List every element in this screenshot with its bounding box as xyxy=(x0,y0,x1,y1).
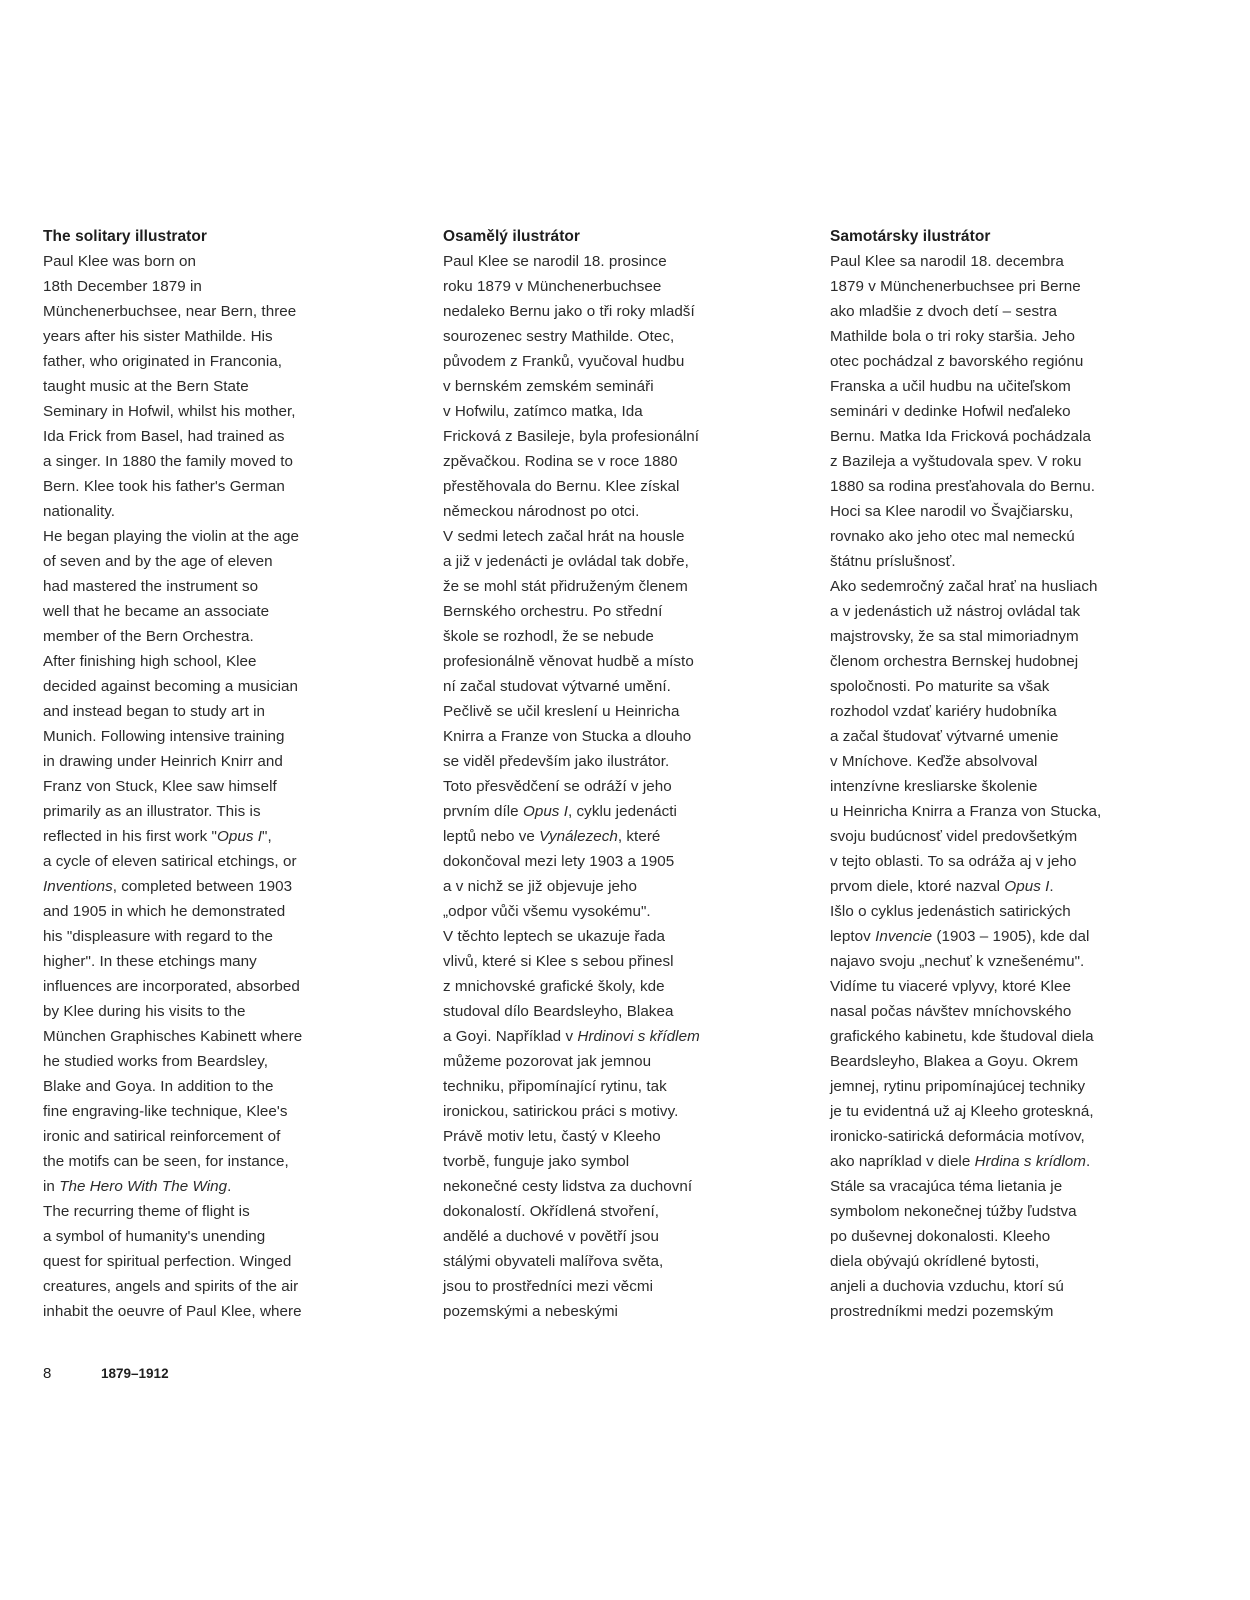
text-line: prvom diele, ktoré nazval Opus I. xyxy=(830,878,1054,895)
body-text xyxy=(43,249,388,1324)
text-line: Išlo o cyklus jedenástich satirických xyxy=(830,903,1071,920)
text-line: ironicko-satirická deformácia motívov, xyxy=(830,1128,1085,1145)
text-line: že se mohl stát přidruženým členem xyxy=(443,578,688,595)
text-line: stálými obyvateli malířova světa, xyxy=(443,1253,664,1270)
text-line: primarily as an illustrator. This is xyxy=(43,803,261,820)
text-line: grafického kabinetu, kde študoval diela xyxy=(830,1028,1094,1045)
text-line: Franz von Stuck, Klee saw himself xyxy=(43,778,277,795)
text-line: He began playing the violin at the age xyxy=(43,528,300,545)
text-line: je tu evidentná už aj Kleeho groteskná, xyxy=(830,1103,1094,1120)
text-line: nekonečné cesty lidstva za duchovní xyxy=(443,1178,693,1195)
text-line: father, who originated in Franconia, xyxy=(43,353,283,370)
text-line: můžeme pozorovat jak jemnou xyxy=(443,1053,652,1070)
text-line: tvorbě, funguje jako symbol xyxy=(443,1153,630,1170)
text-line: After finishing high school, Klee xyxy=(43,653,257,670)
text-line: fine engraving-like technique, Klee's xyxy=(43,1103,288,1120)
text-line: 18th December 1879 in xyxy=(43,278,202,295)
text-line: Stále sa vracajúca téma lietania je xyxy=(830,1178,1063,1195)
text-line: spoločnosti. Po maturite sa však xyxy=(830,678,1050,695)
text-line: 1880 sa rodina presťahovala do Bernu. xyxy=(830,478,1096,495)
text-line: Paul Klee was born on xyxy=(43,253,197,270)
text-line: by Klee during his visits to the xyxy=(43,1003,246,1020)
text-line: v bernském zemském semináři xyxy=(443,378,654,395)
text-line: Fricková z Basileje, byla profesionální xyxy=(443,428,700,445)
text-line: Paul Klee se narodil 18. prosince xyxy=(443,253,667,270)
text-line: diela obývajú okrídlené bytosti, xyxy=(830,1253,1040,1270)
text-line: ako mladšie z dvoch detí – sestra xyxy=(830,303,1058,320)
body-text xyxy=(830,249,1180,1324)
text-line: Právě motiv letu, častý v Kleeho xyxy=(443,1128,661,1145)
column-slovak xyxy=(830,224,1180,1324)
text-line: Beardsleyho, Blakea a Goyu. Okrem xyxy=(830,1053,1079,1070)
page-footer xyxy=(43,1363,169,1384)
text-line: původem z Franků, vyučoval hudbu xyxy=(443,353,685,370)
text-line: rovnako ako jeho otec mal nemeckú xyxy=(830,528,1075,545)
text-line: seminári v dedinke Hofwil neďaleko xyxy=(830,403,1071,420)
text-line: dokončoval mezi lety 1903 a 1905 xyxy=(443,853,675,870)
text-line: po duševnej dokonalosti. Kleeho xyxy=(830,1228,1051,1245)
text-line: andělé a duchové v povětří jsou xyxy=(443,1228,660,1245)
text-line: u Heinricha Knirra a Franza von Stucka, xyxy=(830,803,1102,820)
text-line: Bernu. Matka Ida Fricková pochádzala xyxy=(830,428,1091,445)
text-line: Munich. Following intensive training xyxy=(43,728,285,745)
page-number: 8 xyxy=(43,1365,52,1382)
text-line: a symbol of humanity's unending xyxy=(43,1228,266,1245)
text-line: a cycle of eleven satirical etchings, or xyxy=(43,853,297,870)
text-line: and 1905 in which he demonstrated xyxy=(43,903,286,920)
text-line: his "displeasure with regard to the xyxy=(43,928,274,945)
text-line: z Bazileja a vyštudovala spev. V roku xyxy=(830,453,1082,470)
column-heading: The solitary illustrator xyxy=(43,228,207,245)
text-line: Bernského orchestru. Po střední xyxy=(443,603,663,620)
text-line: he studied works from Beardsley, xyxy=(43,1053,269,1070)
text-line: ní začal studovat výtvarné umění. xyxy=(443,678,671,695)
text-line: majstrovsky, že sa stal mimoriadnym xyxy=(830,628,1079,645)
text-line: roku 1879 v Münchenerbuchsee xyxy=(443,278,662,295)
text-line: v Hofwilu, zatímco matka, Ida xyxy=(443,403,643,420)
text-line: creatures, angels and spirits of the air xyxy=(43,1278,299,1295)
text-line: „odpor vůči všemu vysokému". xyxy=(443,903,651,920)
text-line: ironickou, satirickou práci s motivy. xyxy=(443,1103,679,1120)
text-line: nasal počas návštev mníchovského xyxy=(830,1003,1072,1020)
text-line: taught music at the Bern State xyxy=(43,378,249,395)
text-line: V těchto leptech se ukazuje řada xyxy=(443,928,665,945)
text-line: in The Hero With The Wing. xyxy=(43,1178,232,1195)
text-line: ako napríklad v diele Hrdina s krídlom. xyxy=(830,1153,1091,1170)
text-line: Hoci sa Klee narodil vo Švajčiarsku, xyxy=(830,503,1074,520)
text-line: Seminary in Hofwil, whilst his mother, xyxy=(43,403,296,420)
text-line: higher". In these etchings many xyxy=(43,953,257,970)
text-line: 1879 v Münchenerbuchsee pri Berne xyxy=(830,278,1081,295)
text-line: decided against becoming a musician xyxy=(43,678,299,695)
text-line: štátnu príslušnosť. xyxy=(830,553,956,570)
text-line: anjeli a duchovia vzduchu, ktorí sú xyxy=(830,1278,1064,1295)
text-line: německou národnost po otci. xyxy=(443,503,640,520)
text-line: well that he became an associate xyxy=(43,603,270,620)
text-line: a singer. In 1880 the family moved to xyxy=(43,453,294,470)
text-line: a začal študovať výtvarné umenie xyxy=(830,728,1059,745)
text-line: škole se rozhodl, že se nebude xyxy=(443,628,654,645)
text-line: Pečlivě se učil kreslení u Heinricha xyxy=(443,703,680,720)
text-line: rozhodol vzdať kariéry hudobníka xyxy=(830,703,1057,720)
text-line: jsou to prostředníci mezi věcmi xyxy=(443,1278,654,1295)
text-line: Paul Klee sa narodil 18. decembra xyxy=(830,253,1064,270)
text-line: quest for spiritual perfection. Winged xyxy=(43,1253,292,1270)
text-line: a Goyi. Například v Hrdinovi s křídlem xyxy=(443,1028,700,1045)
text-line: Franska a učil hudbu na učiteľskom xyxy=(830,378,1071,395)
text-line: z mnichovské grafické školy, kde xyxy=(443,978,665,995)
column-heading: Osamělý ilustrátor xyxy=(443,228,581,245)
text-line: Bern. Klee took his father's German xyxy=(43,478,285,495)
text-line: the motifs can be seen, for instance, xyxy=(43,1153,289,1170)
text-line: Toto přesvědčení se odráží v jeho xyxy=(443,778,672,795)
text-line: se viděl především jako ilustrátor. xyxy=(443,753,670,770)
text-line: v tejto oblasti. To sa odráža aj v jeho xyxy=(830,853,1077,870)
text-line: prvním díle Opus I, cyklu jedenácti xyxy=(443,803,677,820)
text-line: influences are incorporated, absorbed xyxy=(43,978,300,995)
column-czech xyxy=(443,224,788,1324)
text-line: pozemskými a nebeskými xyxy=(443,1303,618,1320)
column-heading: Samotársky ilustrátor xyxy=(830,228,991,245)
text-line: vlivů, které si Klee s sebou přinesl xyxy=(443,953,674,970)
text-line: years after his sister Mathilde. His xyxy=(43,328,273,345)
text-line: techniku, připomínající rytinu, tak xyxy=(443,1078,667,1095)
text-line: jemnej, rytinu pripomínajúcej techniky xyxy=(830,1078,1086,1095)
text-line: in drawing under Heinrich Knirr and xyxy=(43,753,283,770)
text-line: leptov Invencie (1903 – 1905), kde dal xyxy=(830,928,1090,945)
text-line: a již v jedenácti je ovládal tak dobře, xyxy=(443,553,689,570)
text-line: studoval dílo Beardsleyho, Blakea xyxy=(443,1003,674,1020)
text-line: prostredníkmi medzi pozemským xyxy=(830,1303,1054,1320)
text-line: inhabit the oeuvre of Paul Klee, where xyxy=(43,1303,302,1320)
text-line: intenzívne kresliarske školenie xyxy=(830,778,1038,795)
text-line: najavo svoju „nechuť k vznešenému". xyxy=(830,953,1085,970)
text-line: reflected in his first work "Opus I", xyxy=(43,828,272,845)
text-line: nationality. xyxy=(43,503,116,520)
text-line: leptů nebo ve Vynálezech, které xyxy=(443,828,661,845)
body-text xyxy=(443,249,788,1324)
text-line: a v jedenástich už nástroj ovládal tak xyxy=(830,603,1081,620)
column-english xyxy=(43,224,388,1324)
text-line: členom orchestra Bernskej hudobnej xyxy=(830,653,1079,670)
text-line: Knirra a Franze von Stucka a dlouho xyxy=(443,728,692,745)
text-line: svoju budúcnosť videl predovšetkým xyxy=(830,828,1078,845)
text-line: profesionálně věnovat hudbě a místo xyxy=(443,653,694,670)
text-line: nedaleko Bernu jako o tři roky mladší xyxy=(443,303,695,320)
text-line: V sedmi letech začal hrát na housle xyxy=(443,528,685,545)
text-line: dokonalostí. Okřídlená stvoření, xyxy=(443,1203,660,1220)
section-years: 1879–1912 xyxy=(101,1366,169,1381)
text-line: The recurring theme of flight is xyxy=(43,1203,250,1220)
text-line: member of the Bern Orchestra. xyxy=(43,628,254,645)
text-line: of seven and by the age of eleven xyxy=(43,553,273,570)
text-line: sourozenec sestry Mathilde. Otec, xyxy=(443,328,675,345)
text-line: a v nichž se již objevuje jeho xyxy=(443,878,637,895)
text-line: had mastered the instrument so xyxy=(43,578,259,595)
text-line: otec pochádzal z bavorského regiónu xyxy=(830,353,1084,370)
text-line: v Mníchove. Keďže absolvoval xyxy=(830,753,1038,770)
text-line: Münchenerbuchsee, near Bern, three xyxy=(43,303,297,320)
text-line: Ida Frick from Basel, had trained as xyxy=(43,428,285,445)
text-line: zpěvačkou. Rodina se v roce 1880 xyxy=(443,453,678,470)
text-line: symbolom nekonečnej túžby ľudstva xyxy=(830,1203,1077,1220)
text-line: Vidíme tu viaceré vplyvy, ktoré Klee xyxy=(830,978,1071,995)
text-line: ironic and satirical reinforcement of xyxy=(43,1128,281,1145)
text-line: Mathilde bola o tri roky staršia. Jeho xyxy=(830,328,1076,345)
text-line: Inventions, completed between 1903 xyxy=(43,878,293,895)
text-line: Blake and Goya. In addition to the xyxy=(43,1078,274,1095)
text-line: přestěhovala do Bernu. Klee získal xyxy=(443,478,680,495)
text-line: München Graphisches Kabinett where xyxy=(43,1028,303,1045)
text-line: Ako sedemročný začal hrať na husliach xyxy=(830,578,1098,595)
text-line: and instead began to study art in xyxy=(43,703,266,720)
